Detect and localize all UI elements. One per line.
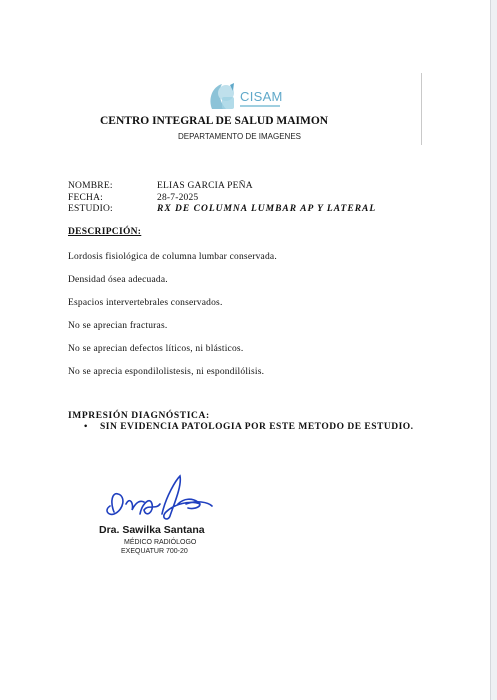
department-name: DEPARTAMENTO DE IMAGENES — [178, 132, 301, 141]
finding-item: No se aprecian defectos líticos, ni blásticos. — [68, 344, 244, 354]
description-heading: DESCRIPCIÓN: — [68, 227, 142, 237]
handwritten-signature — [100, 474, 215, 524]
bullet-icon: • — [84, 422, 88, 432]
logo-text: CISAM — [240, 89, 283, 104]
logo-emblem-icon — [206, 79, 240, 113]
header-divider — [421, 73, 422, 145]
doctor-registration: EXEQUATUR 700-20 — [121, 548, 188, 555]
finding-item: No se aprecian fracturas. — [68, 321, 168, 331]
date-value: 28-7-2025 — [157, 193, 199, 203]
finding-item: Densidad ósea adecuada. — [68, 275, 168, 285]
logo-tagline-bar — [240, 105, 280, 107]
doctor-name: Dra. Sawilka Santana — [99, 524, 205, 536]
impression-heading: IMPRESIÓN DIAGNÓSTICA: — [68, 411, 210, 421]
organization-name: CENTRO INTEGRAL DE SALUD MAIMON — [100, 115, 329, 127]
name-value: ELIAS GARCIA PEÑA — [157, 181, 253, 191]
finding-item: Espacios intervertebrales conservados. — [68, 298, 223, 308]
name-label: NOMBRE: — [68, 181, 113, 191]
finding-item: Lordosis fisiológica de columna lumbar conservada. — [68, 252, 277, 262]
cisam-logo — [206, 79, 282, 113]
study-value: RX DE COLUMNA LUMBAR AP Y LATERAL — [157, 204, 377, 214]
doctor-title: MÉDICO RADIÓLOGO — [124, 539, 197, 546]
scrollbar-track[interactable] — [491, 0, 497, 700]
impression-item — [84, 422, 414, 432]
finding-item: No se aprecia espondilolistesis, ni espondilólisis. — [68, 367, 265, 377]
study-label: ESTUDIO: — [68, 204, 113, 214]
impression-item-text: SIN EVIDENCIA PATOLOGIA POR ESTE METODO DE ESTUDIO. — [100, 422, 414, 432]
date-label: FECHA: — [68, 193, 103, 203]
